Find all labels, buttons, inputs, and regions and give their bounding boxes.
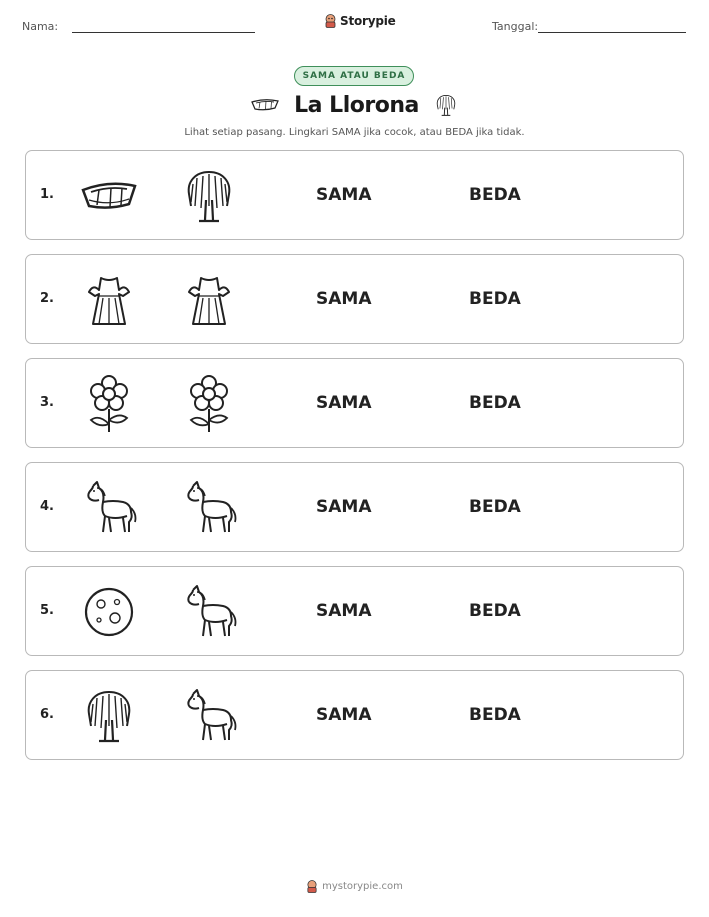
instructions: Lihat setiap pasang. Lingkari SAMA jika cocok, atau BEDA jika tidak. bbox=[184, 127, 525, 138]
flower-icon bbox=[179, 374, 239, 434]
dress-icon bbox=[79, 270, 139, 330]
question-row bbox=[25, 254, 684, 344]
footer bbox=[0, 880, 709, 893]
question-row bbox=[25, 462, 684, 552]
question-row bbox=[25, 150, 684, 240]
same-option[interactable]: SAMA bbox=[316, 705, 372, 725]
question-number: 2. bbox=[40, 291, 54, 306]
question-row bbox=[25, 670, 684, 760]
different-option[interactable]: BEDA bbox=[469, 705, 521, 725]
different-option[interactable]: BEDA bbox=[469, 185, 521, 205]
activity-badge: SAMA ATAU BEDA bbox=[294, 66, 414, 86]
different-option[interactable]: BEDA bbox=[469, 289, 521, 309]
same-option[interactable]: SAMA bbox=[316, 289, 372, 309]
moon-icon bbox=[79, 582, 139, 642]
name-label: Nama: bbox=[22, 20, 59, 33]
date-label: Tanggal: bbox=[492, 20, 539, 33]
question-row bbox=[25, 358, 684, 448]
question-number: 6. bbox=[40, 707, 54, 722]
question-number: 5. bbox=[40, 603, 54, 618]
boat-icon bbox=[250, 96, 280, 114]
title-row bbox=[0, 90, 709, 120]
footer-url[interactable]: mystorypie.com bbox=[322, 881, 403, 892]
horse-icon bbox=[179, 686, 239, 746]
name-line[interactable] bbox=[72, 32, 255, 33]
same-option[interactable]: SAMA bbox=[316, 185, 372, 205]
storypie-mascot-icon bbox=[306, 880, 318, 893]
flower-icon bbox=[79, 374, 139, 434]
same-option[interactable]: SAMA bbox=[316, 393, 372, 413]
different-option[interactable]: BEDA bbox=[469, 497, 521, 517]
question-number: 1. bbox=[40, 187, 54, 202]
boat-icon bbox=[79, 166, 139, 226]
date-line[interactable] bbox=[538, 32, 686, 33]
different-option[interactable]: BEDA bbox=[469, 393, 521, 413]
different-option[interactable]: BEDA bbox=[469, 601, 521, 621]
question-number: 4. bbox=[40, 499, 54, 514]
horse-icon bbox=[79, 478, 139, 538]
willow-tree-icon bbox=[433, 90, 459, 120]
storypie-mascot-icon bbox=[324, 14, 337, 28]
page-title: La Llorona bbox=[294, 92, 419, 118]
dress-icon bbox=[179, 270, 239, 330]
same-option[interactable]: SAMA bbox=[316, 497, 372, 517]
question-row bbox=[25, 566, 684, 656]
same-option[interactable]: SAMA bbox=[316, 601, 372, 621]
willow-tree-icon bbox=[79, 686, 139, 746]
question-number: 3. bbox=[40, 395, 54, 410]
brand-logo bbox=[324, 14, 396, 28]
horse-icon bbox=[179, 582, 239, 642]
brand-name: Storypie bbox=[340, 14, 396, 28]
horse-icon bbox=[179, 478, 239, 538]
willow-tree-icon bbox=[179, 166, 239, 226]
